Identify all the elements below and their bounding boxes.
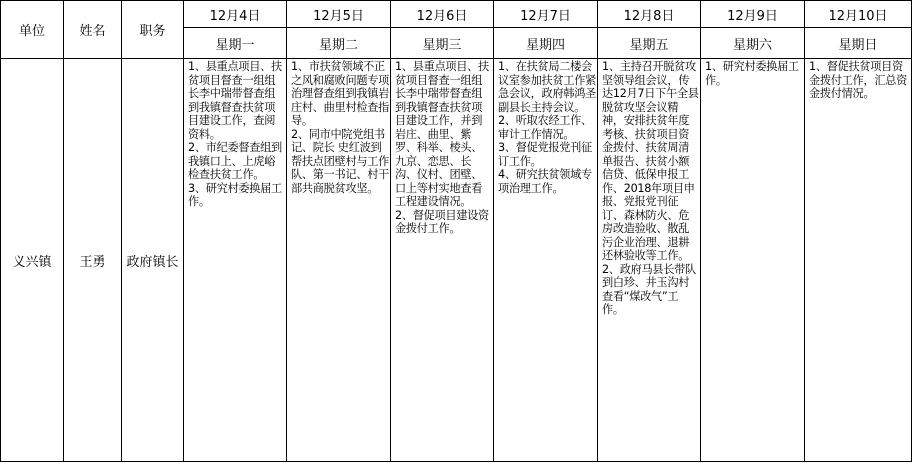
header-position: 职务 — [122, 1, 184, 59]
date-header: 12月10日 — [805, 1, 912, 28]
task-item: 4、研究扶贫领域专项治理工作。 — [498, 168, 592, 195]
date-header: 12月7日 — [494, 1, 598, 28]
task-cell-fri — [598, 59, 701, 462]
task-item: 1、在扶贫局二楼会议室参加扶贫工作紧急会议，政府韩鸿圣副县长主持会议。 — [498, 60, 596, 114]
task-item: 2、督促项目建设资金拨付工作。 — [395, 208, 489, 235]
task-item: 1、市扶贫领域不正之风和腐败问题专项治理督查组到我镇岩庄村、曲里村检查指导。 — [291, 60, 389, 127]
weekday-header: 星期二 — [287, 28, 391, 59]
date-header: 12月5日 — [287, 1, 391, 28]
name-cell: 王勇 — [64, 59, 122, 462]
task-item: 1、县重点项目、扶贫项目督查一组组长李中瑞带督查组到我镇督查扶贫项目建设工作，查阅资料。 — [188, 60, 282, 141]
header-unit: 单位 — [1, 1, 64, 59]
task-cell-wed — [391, 59, 494, 462]
weekday-header: 星期三 — [391, 28, 494, 59]
task-item: 3、督促党报党刊征订工作。 — [498, 141, 592, 168]
position-cell: 政府镇长 — [122, 59, 184, 462]
header-name: 姓名 — [64, 1, 122, 59]
task-item: 2、政府马县长带队到白珍、井玉沟村查看“煤改气”工作。 — [602, 262, 696, 316]
task-item: 1、研究村委换届工作。 — [705, 60, 799, 87]
task-item: 2、同市中院党组书记、院长 史红波到帮扶点团壁村与工作队、第一书记、村干部共商脱贫攻坚。 — [291, 127, 389, 195]
task-item: 2、市纪委督查组到我镇口上、上虎峪检查扶贫工作。 — [188, 141, 282, 181]
header-row-dates — [1, 1, 912, 28]
weekday-header: 星期六 — [701, 28, 805, 59]
weekday-header: 星期日 — [805, 28, 912, 59]
task-cell-thu — [494, 59, 598, 462]
unit-cell: 义兴镇 — [1, 59, 64, 462]
date-header: 12月4日 — [184, 1, 287, 28]
task-item: 2、听取农经工作、审计工作情况。 — [498, 114, 592, 141]
task-item: 1、主持召开脱贫攻坚领导组会议，传达12月7日下午全县脱贫攻坚会议精神，安排扶贫年度考核、扶贫项目资金拨付、扶贫周清单报告、扶贫小额信贷、低保申报工作、2018年项目申报、党报党刊征订、森林防火、危房改造验收、散乱污企业治理、退耕还林验收等工作。 — [602, 60, 699, 262]
task-item: 3、研究村委换届工作。 — [188, 181, 282, 208]
weekday-header: 星期四 — [494, 28, 598, 59]
task-item: 1、县重点项目、扶贫项目督查一组组长李中瑞带督查组到我镇督查扶贫项目建设工作，并到岩庄、曲里、紫罗、科举、棱头、九京、恋思、长沟、仪村、团壁、口上等村实地查看工程建设情况。 — [395, 60, 489, 208]
task-cell-tue — [287, 59, 391, 462]
date-header: 12月8日 — [598, 1, 701, 28]
date-header: 12月9日 — [701, 1, 805, 28]
weekday-header: 星期一 — [184, 28, 287, 59]
date-header: 12月6日 — [391, 1, 494, 28]
task-item: 1、督促扶贫项目资金拨付工作，汇总资金拨付情况。 — [809, 60, 907, 100]
task-cell-mon — [184, 59, 287, 462]
task-cell-sun — [805, 59, 912, 462]
weekday-header: 星期五 — [598, 28, 701, 59]
task-cell-sat — [701, 59, 805, 462]
table-row — [1, 59, 912, 462]
